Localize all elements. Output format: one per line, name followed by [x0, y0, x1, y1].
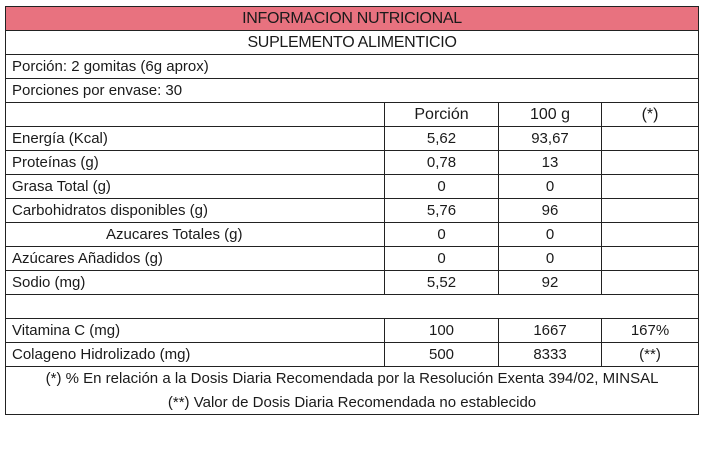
footnote-dosis-diaria: (*) % En relación a la Dosis Diaria Recomendada por la Resolución Exenta 394/02, MINSAL: [45, 370, 659, 387]
table-row: [6, 199, 699, 223]
row-pct: (**): [602, 343, 699, 367]
row-label: Azucares Totales (g): [6, 223, 385, 247]
subtitle-row: [6, 31, 699, 55]
row-pct: [602, 271, 699, 295]
row-label: Grasa Total (g): [6, 175, 385, 199]
row-label: Colageno Hidrolizado (mg): [6, 343, 385, 367]
row-label: Vitamina C (mg): [6, 319, 385, 343]
row-per100: 0: [499, 247, 602, 271]
row-pct: [602, 127, 699, 151]
row-pct: [602, 223, 699, 247]
row-pct: [602, 175, 699, 199]
nutrition-table: [5, 6, 699, 415]
row-label: Azúcares Añadidos (g): [6, 247, 385, 271]
serving-size: Porción: 2 gomitas (6g aprox): [6, 55, 699, 79]
row-per100: 8333: [499, 343, 602, 367]
row-label: Carbohidratos disponibles (g): [6, 199, 385, 223]
table-row: [6, 151, 699, 175]
row-per100: 13: [499, 151, 602, 175]
footnote-no-establecido: (**) Valor de Dosis Diaria Recomendada no establecido: [167, 393, 537, 411]
table-row: [6, 271, 699, 295]
table-row: [6, 319, 699, 343]
row-label: Sodio (mg): [6, 271, 385, 295]
footnote-row: [6, 367, 699, 415]
table-row: [6, 127, 699, 151]
row-portion: 5,62: [385, 127, 499, 151]
title-row: [6, 7, 699, 31]
row-per100: 0: [499, 175, 602, 199]
header-pct: (*): [602, 103, 699, 127]
row-portion: 0: [385, 175, 499, 199]
table-row: [6, 343, 699, 367]
servings-per-container-row: [6, 79, 699, 103]
header-100g: 100 g: [499, 103, 602, 127]
table-row: [6, 175, 699, 199]
table-title: INFORMACION NUTRICIONAL: [6, 7, 699, 31]
row-per100: 92: [499, 271, 602, 295]
table-row: [6, 223, 699, 247]
row-per100: 96: [499, 199, 602, 223]
row-per100: 1667: [499, 319, 602, 343]
serving-row: [6, 55, 699, 79]
row-per100: 93,67: [499, 127, 602, 151]
header-empty-cell: [6, 103, 385, 127]
spacer-cell: [6, 295, 699, 319]
row-portion: 5,76: [385, 199, 499, 223]
header-portion: Porción: [385, 103, 499, 127]
row-portion: 0: [385, 223, 499, 247]
nutrition-label: [5, 6, 698, 415]
row-per100: 0: [499, 223, 602, 247]
servings-per-container: Porciones por envase: 30: [6, 79, 699, 103]
table-row: [6, 247, 699, 271]
table-subtitle: SUPLEMENTO ALIMENTICIO: [6, 31, 699, 55]
row-pct: [602, 199, 699, 223]
row-pct: [602, 151, 699, 175]
footnote-cell: [6, 367, 699, 415]
row-label: Proteínas (g): [6, 151, 385, 175]
spacer-row: [6, 295, 699, 319]
row-pct: [602, 247, 699, 271]
row-portion: 100: [385, 319, 499, 343]
row-label: Energía (Kcal): [6, 127, 385, 151]
row-portion: 5,52: [385, 271, 499, 295]
row-portion: 0,78: [385, 151, 499, 175]
row-portion: 500: [385, 343, 499, 367]
row-portion: 0: [385, 247, 499, 271]
column-header-row: [6, 103, 699, 127]
row-pct: 167%: [602, 319, 699, 343]
